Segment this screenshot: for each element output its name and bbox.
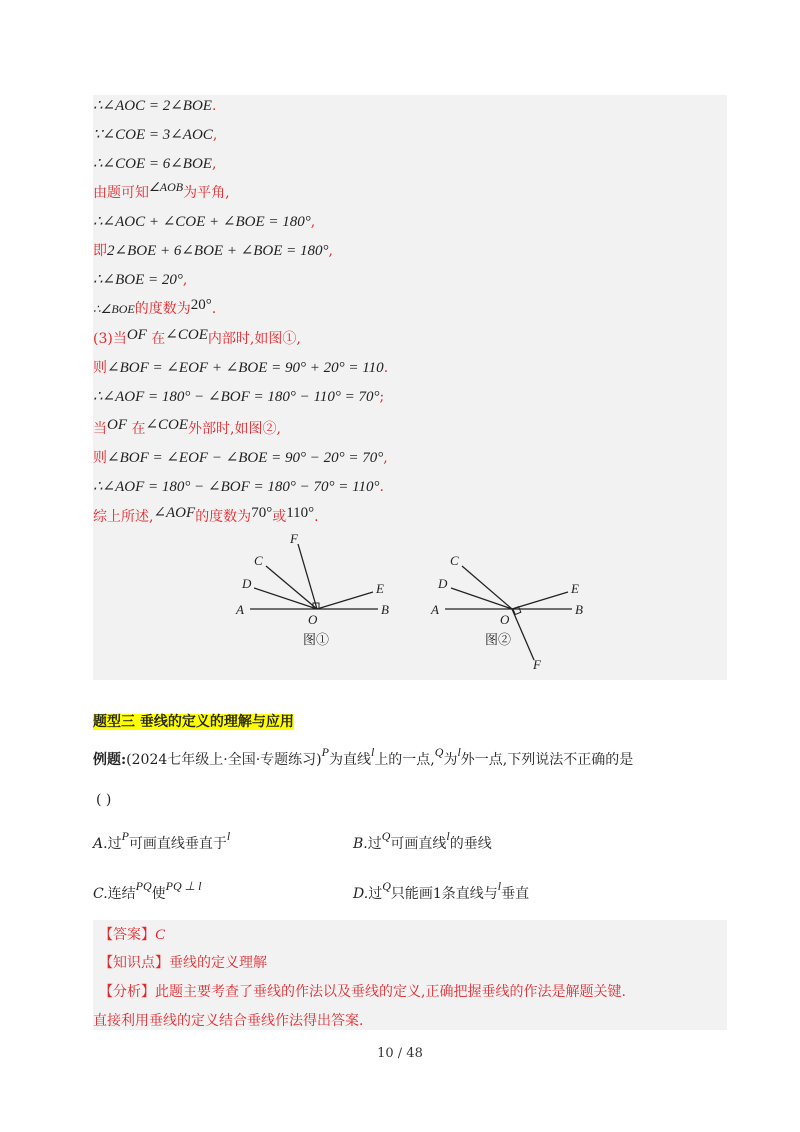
analysis-continuation: 直接利用垂线的定义结合垂线作法得出答案. bbox=[93, 1013, 364, 1029]
section-title: 题型三 垂线的定义的理解与应用 bbox=[93, 714, 294, 730]
solution-line-2: ∵∠COE = 3∠AOC, bbox=[93, 127, 218, 143]
fig1-label-f: F bbox=[290, 531, 298, 546]
solution-line-12: 当OF 在∠COE外部时,如图②, bbox=[93, 417, 281, 437]
fig1-label-b: B bbox=[381, 602, 389, 617]
fig1-label-c: C bbox=[254, 553, 263, 568]
solution-line-1: ∴∠AOC = 2∠BOE. bbox=[93, 98, 217, 114]
solution-line-8: ∴∠BOE的度数为20°. bbox=[93, 297, 217, 317]
solution-line-13: 则∠BOF = ∠EOF − ∠BOE = 90° − 20° = 70°, bbox=[93, 450, 388, 466]
example-question: 例题:(2024七年级上·全国·专题练习)P为直线l上的一点,Q为l外一点,下列说法不正确的是 bbox=[93, 745, 634, 768]
fig1-caption: 图① bbox=[303, 632, 330, 647]
figure-2-labels bbox=[430, 553, 583, 672]
option-c[interactable]: C.连结PQ使PQ ⊥ l bbox=[93, 879, 202, 902]
solution-line-4: 由题可知∠AOB为平角, bbox=[93, 180, 230, 201]
fig2-label-b: B bbox=[575, 602, 583, 617]
solution-line-3: ∴∠COE = 6∠BOE, bbox=[93, 156, 217, 172]
knowledge-line: 【知识点】垂线的定义理解 bbox=[99, 955, 267, 971]
fig2-label-e: E bbox=[571, 581, 579, 596]
answer-line: 【答案】C bbox=[99, 927, 166, 943]
option-b[interactable]: B.过Q可画直线l的垂线 bbox=[353, 829, 492, 852]
solution-line-6: 即2∠BOE + 6∠BOE + ∠BOE = 180°, bbox=[93, 243, 333, 259]
solution-line-5: ∴∠AOC + ∠COE + ∠BOE = 180°, bbox=[93, 214, 316, 230]
answer-paren: ( ) bbox=[96, 792, 112, 808]
solution-line-11: ∴∠AOF = 180° − ∠BOF = 180° − 110° = 70°; bbox=[93, 389, 385, 405]
solution-line-10: 则∠BOF = ∠EOF + ∠BOE = 90° + 20° = 110. bbox=[93, 360, 389, 376]
fig1-label-o: O bbox=[308, 612, 318, 627]
analysis-line: 【分析】此题主要考查了垂线的作法以及垂线的定义,正确把握垂线的作法是解题关键. bbox=[99, 984, 626, 1000]
figure-1-labels bbox=[235, 531, 389, 627]
solution-line-9: (3)当OF 在∠COE内部时,如图①, bbox=[93, 327, 301, 347]
page-number: 10 / 48 bbox=[377, 1046, 423, 1061]
figure-1 bbox=[250, 544, 378, 609]
fig1-label-e: E bbox=[376, 581, 384, 596]
solution-line-15: 综上所述,∠AOF的度数为70°或110°. bbox=[93, 505, 319, 525]
fig2-label-c: C bbox=[450, 553, 459, 568]
fig2-label-d: D bbox=[438, 576, 448, 591]
option-a[interactable]: A.过P可画直线垂直于l bbox=[93, 829, 231, 852]
fig1-label-a: A bbox=[236, 602, 244, 617]
solution-line-7: ∴∠BOE = 20°, bbox=[93, 272, 188, 288]
option-d[interactable]: D.过Q只能画1条直线与l垂直 bbox=[353, 879, 530, 902]
fig2-label-o: O bbox=[500, 612, 510, 627]
fig1-label-d: D bbox=[242, 576, 252, 591]
solution-line-14: ∴∠AOF = 180° − ∠BOF = 180° − 70° = 110°. bbox=[93, 479, 384, 495]
fig2-label-a: A bbox=[431, 602, 439, 617]
fig2-caption: 图② bbox=[485, 632, 512, 647]
example-label: 例题: bbox=[93, 752, 127, 768]
fig2-label-f: F bbox=[533, 657, 541, 672]
